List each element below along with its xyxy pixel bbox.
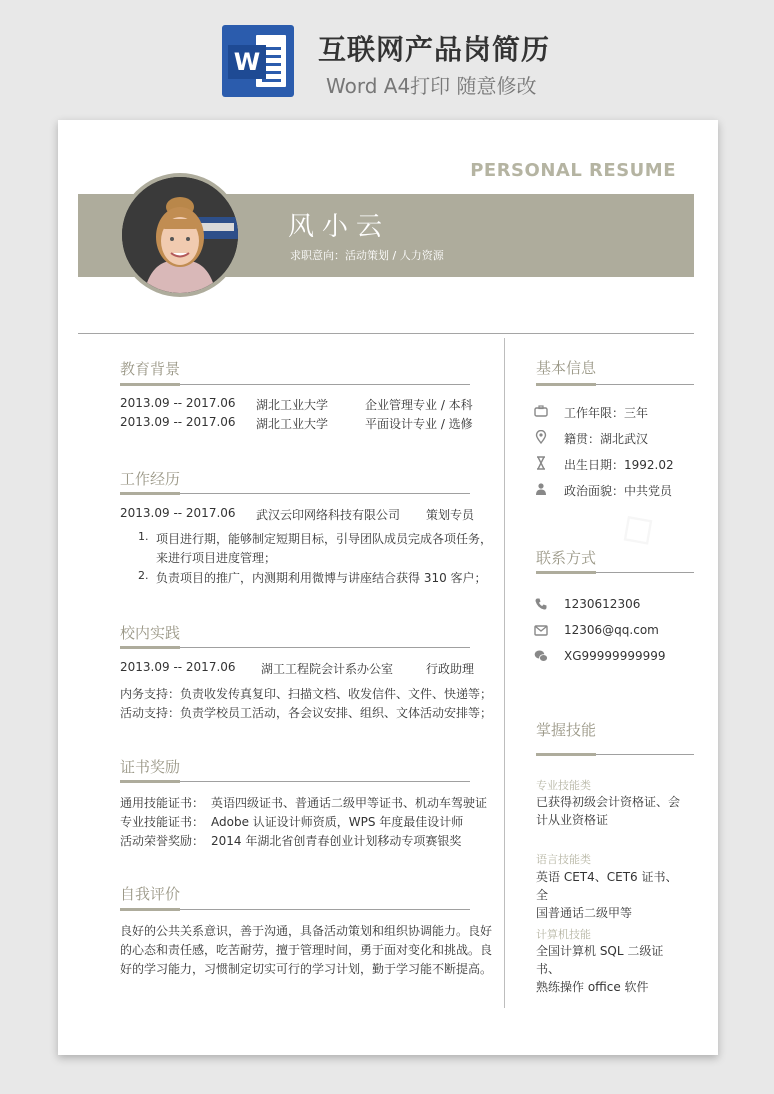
contact-row: XG99999999999 <box>564 649 666 663</box>
campus-period: 2013.09 -- 2017.06 <box>120 660 236 674</box>
column-divider <box>504 338 505 1008</box>
person-icon <box>534 482 548 496</box>
banner <box>0 0 774 110</box>
phone-icon <box>534 597 548 611</box>
header-divider <box>78 333 694 334</box>
contact-row: 1230612306 <box>564 597 640 611</box>
briefcase-icon <box>534 404 548 418</box>
contact-row: 12306@qq.com <box>564 623 659 637</box>
info-row: 籍贯：湖北武汉 <box>564 430 648 447</box>
work-period: 2013.09 -- 2017.06 <box>120 506 236 520</box>
campus-role: 行政助理 <box>426 662 475 676</box>
word-logo-icon <box>222 25 294 97</box>
location-pin-icon <box>534 430 548 444</box>
work-role: 策划专员 <box>426 508 475 522</box>
job-intent: 求职意向：活动策划 / 人力资源 <box>290 249 444 262</box>
info-row: 工作年限：三年 <box>564 404 648 421</box>
hourglass-icon <box>534 456 548 470</box>
campus-line: 活动支持：负责学校员工活动，各会议安排、组织、文体活动安排等； <box>120 706 493 720</box>
campus-org: 湖工工程院会计系办公室 <box>261 662 394 676</box>
banner-subtitle: Word A4打印 随意修改 <box>326 74 537 98</box>
banner-title: 互联网产品岗简历 <box>318 33 551 66</box>
section-title: 工作经历 <box>120 470 181 488</box>
resume-page: PERSONAL RESUME 风小云 求职意向：活动策划 / 人力资源 教育背景 2013.09 -- 2017.06 湖北工业大学 企业管理专业 / 本科 2013.09 -- 2017.06 湖北工业大学 平面设计专业 / 选修 工作经历 2013.09 -- 2017.06 武汉云印网络科技有限公司 策划专员 1. 项目进行期，能够制定短期目标，引导团队成员完成各项任务， 来进行项目进度管理； 2. 负责项目的推广，内测期利用微博与讲座结合获得 310 客户； 校内实践 2013.09 -- 2017.06 湖工工程院会计系办公室 行政助理 内务支持：负责收发传真复印、扫描文档、收发信件、文件、快递等； 活动支持：负责学校员工活动，各会议安排、组织、文体活动安排等； 证书奖励 通用技能证书： 英语四级证书、普通话二级甲等证书、机动车驾驶证 专业技能证书： Adobe 认证设计师资质，WPS 年度最佳设计师 活动荣誉奖励： 2014 年湖北省创青春创业计划移动专项赛银奖 自我评价 良好的公共关系意识，善于沟通，具备活动策划和组织协调能力。良好 的心态和责任感，吃苦耐劳，擅于管理时间，勇于面对变化和挑战。良 好的学习能力，习惯制定切实可行的学习计划，勤于学习能不断提高。 基本信息 工作年限：三年 籍贯：湖北武汉 出生日期：1992.02 政治面貌：中共党员 联系方式 1230612306 12306@qq.com XG99999999999 掌握技能 专业技能类 已获得初级会计资格证、会 计从业资格证 语言技能类 英语 CET4、CET6 证书、全 国普通话二级甲等 计算机技能 全国计算机 SQL 二级证书、 熟练操作 office 软件 <box>58 120 718 1055</box>
section-title: 基本信息 <box>536 359 597 377</box>
info-row: 出生日期：1992.02 <box>564 456 674 473</box>
candidate-name: 风小云 <box>288 212 391 242</box>
avatar <box>122 177 238 293</box>
self-line: 的心态和责任感，吃苦耐劳，擅于管理时间，勇于面对变化和挑战。良 <box>120 943 493 957</box>
self-line: 良好的公共关系意识，善于沟通，具备活动策划和组织协调能力。良好 <box>120 924 493 938</box>
section-title: 联系方式 <box>536 549 597 567</box>
section-title: 证书奖励 <box>120 758 181 776</box>
self-line: 好的学习能力，习惯制定切实可行的学习计划，勤于学习能不断提高。 <box>120 962 493 976</box>
info-row: 政治面貌：中共党员 <box>564 482 672 499</box>
section-title: 自我评价 <box>120 885 181 903</box>
campus-line: 内务支持：负责收发传真复印、扫描文档、收发信件、文件、快递等； <box>120 687 493 701</box>
watermark <box>606 495 666 560</box>
wechat-icon <box>534 649 548 663</box>
section-title: 教育背景 <box>120 360 181 378</box>
word-letter: W <box>228 45 266 79</box>
work-company: 武汉云印网络科技有限公司 <box>256 508 401 522</box>
personal-resume-tag: PERSONAL RESUME <box>470 160 676 181</box>
avatar-frame <box>118 173 242 297</box>
avatar-photo <box>122 177 238 293</box>
mail-icon <box>534 623 548 637</box>
section-title: 校内实践 <box>120 624 181 642</box>
section-title: 掌握技能 <box>536 721 597 739</box>
